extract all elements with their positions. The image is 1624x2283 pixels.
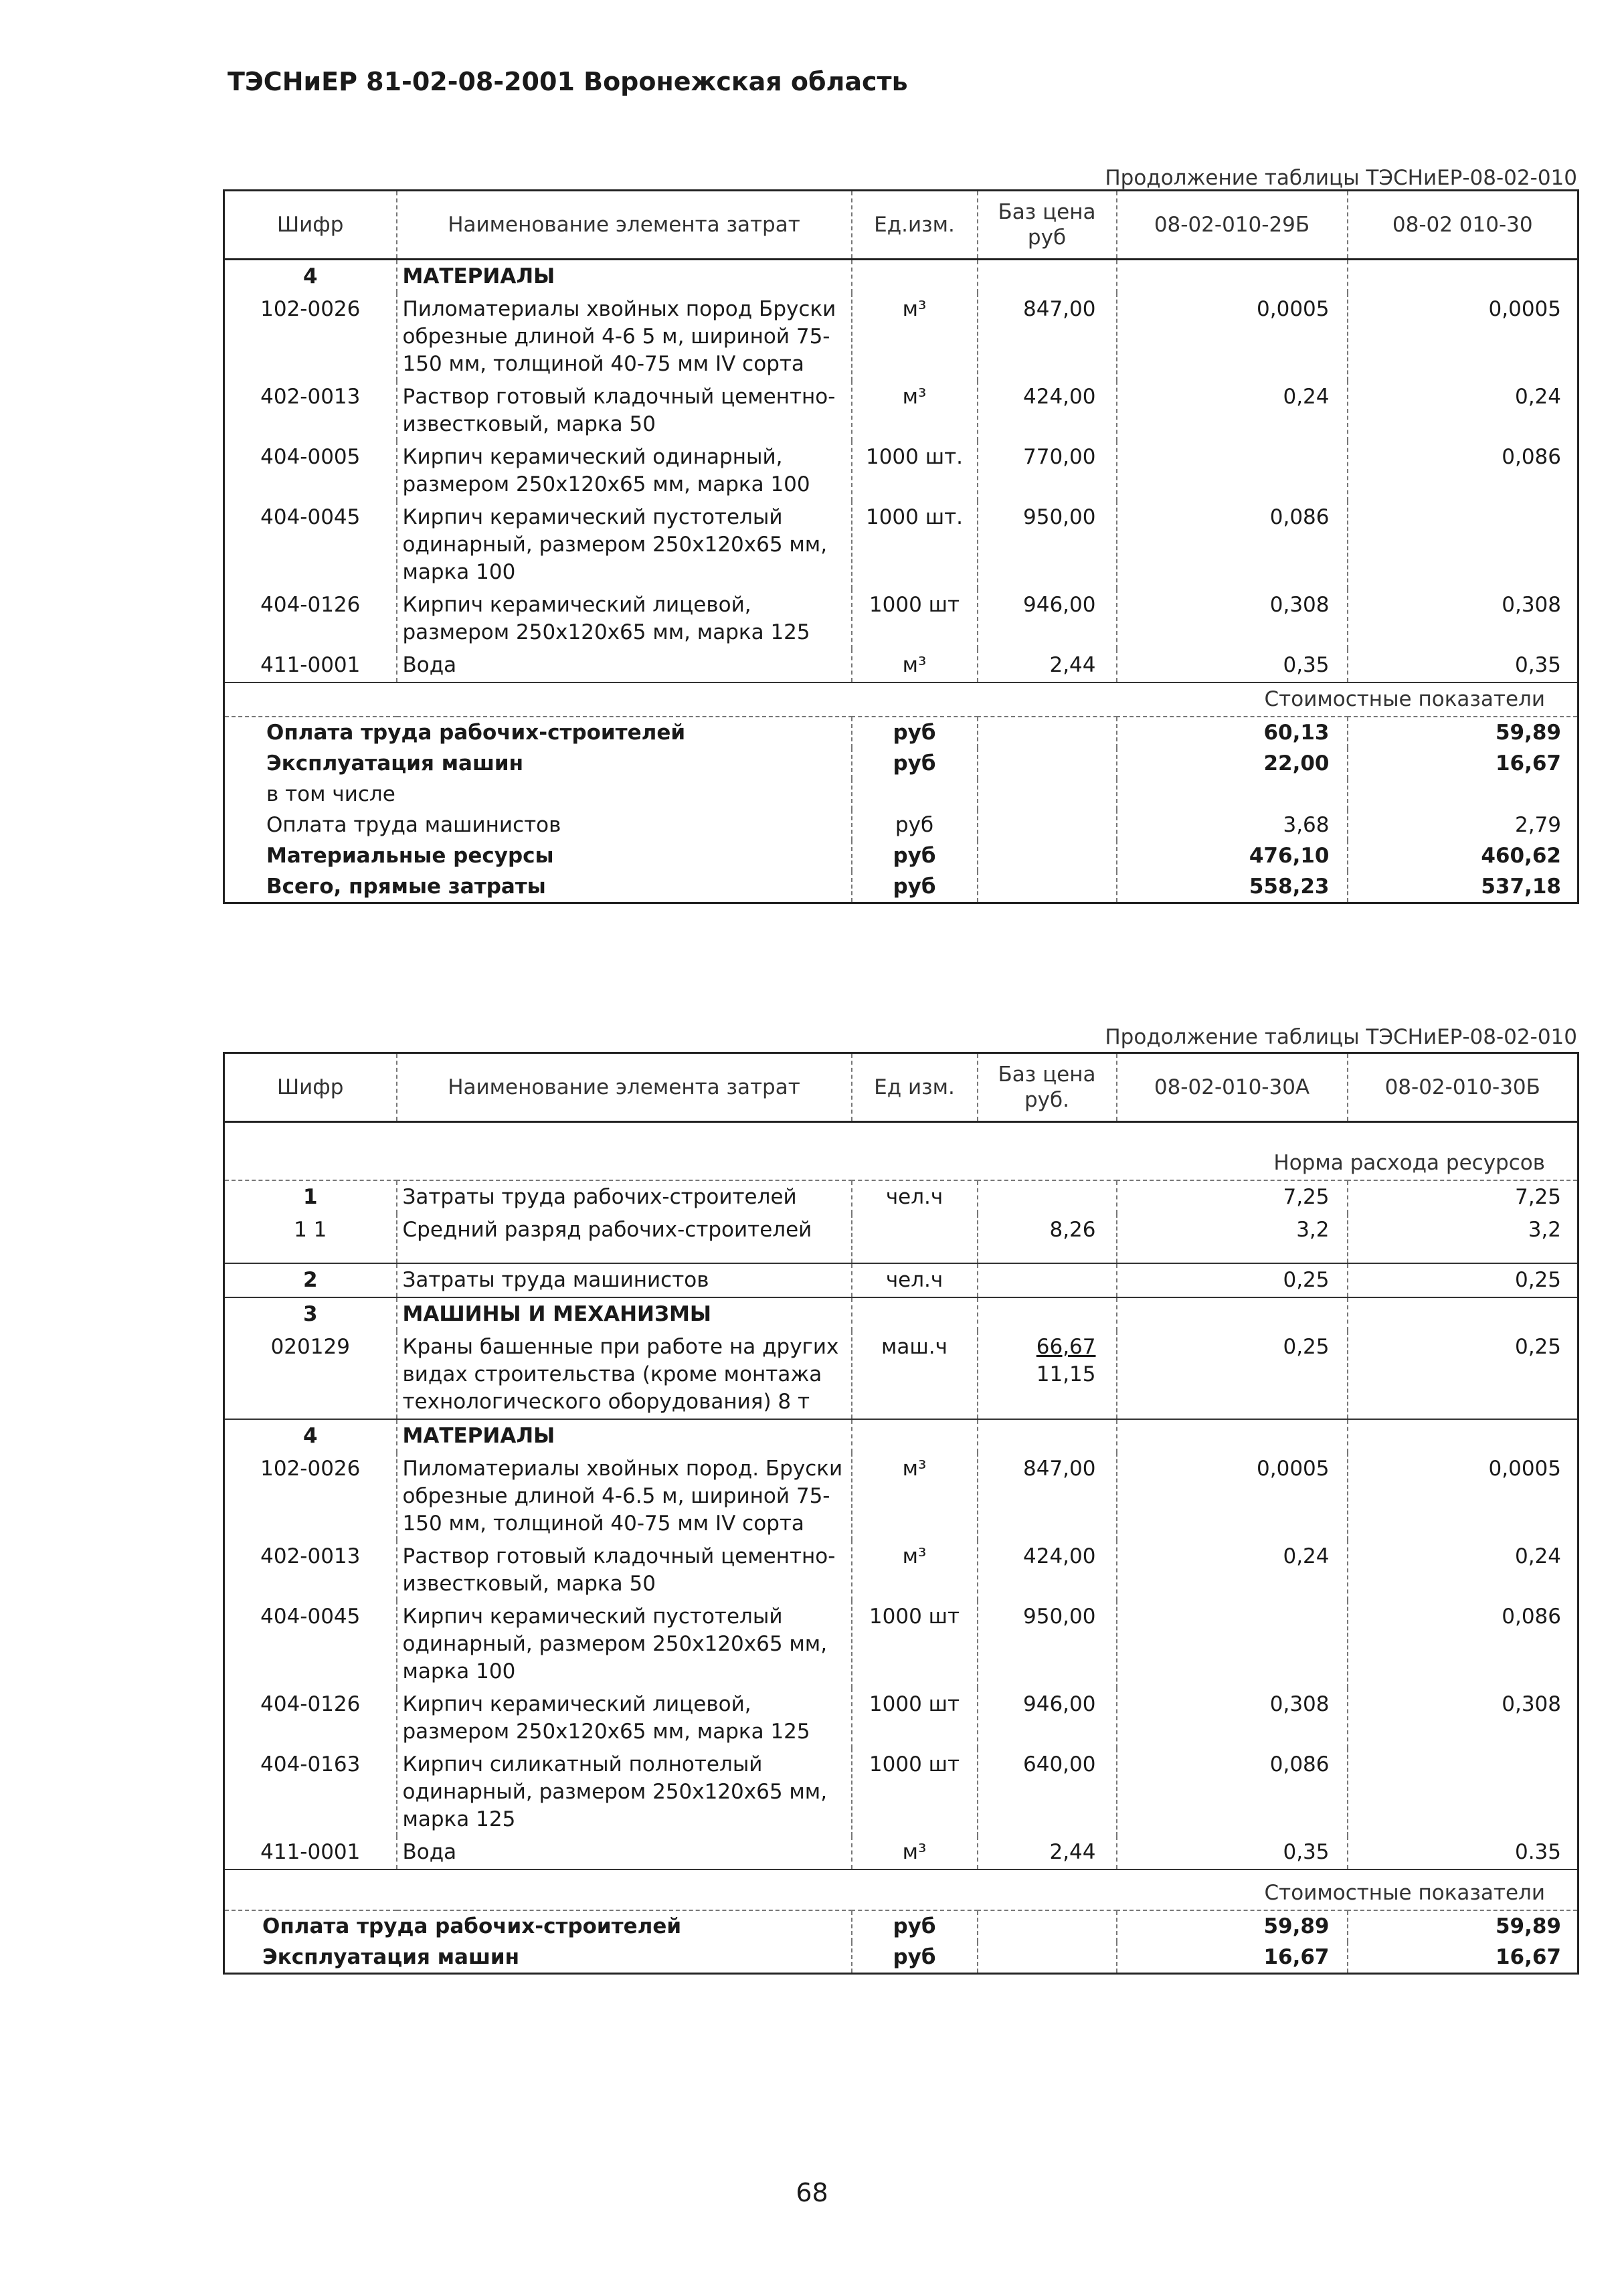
- cost-indicators-caption: Стоимостные показатели: [224, 682, 1578, 717]
- summary-value-1: 3,68: [1117, 810, 1348, 840]
- row-code: 102-0026: [224, 1453, 397, 1540]
- summary-value-1: 16,67: [1117, 1942, 1348, 1974]
- row-value-1: 0,25: [1117, 1263, 1348, 1297]
- row-value-2: 0,308: [1502, 593, 1561, 617]
- row-code: 402-0013: [224, 381, 397, 441]
- row-code: 020129: [224, 1331, 397, 1419]
- row-unit: м³: [852, 1453, 978, 1540]
- row-unit: 1000 шт: [852, 1601, 978, 1688]
- summary-value-2: 16,67: [1495, 1945, 1561, 1969]
- row-code: 404-0126: [224, 1688, 397, 1748]
- cost-indicators-caption-row: [224, 1869, 1578, 1910]
- table-row: [224, 1540, 1578, 1601]
- row-value-2: 0,24: [1514, 1544, 1561, 1568]
- summary-unit: руб: [852, 1942, 978, 1974]
- row-value-2: 0,25: [1514, 1335, 1561, 1359]
- norm-caption-row: [224, 1122, 1578, 1181]
- summary-value-2: 16,67: [1495, 751, 1561, 775]
- table-row: [224, 1331, 1578, 1419]
- section-code: 4: [224, 1419, 397, 1453]
- row-name: Вода: [397, 1836, 852, 1869]
- row-value-2: 0,086: [1502, 1605, 1561, 1629]
- row-value-2: [1348, 501, 1578, 589]
- table-row: [224, 1688, 1578, 1748]
- row-name: Вода: [397, 649, 852, 682]
- section-title: МАШИНЫ И МЕХАНИЗМЫ: [397, 1297, 852, 1331]
- summary-label: Эксплуатация машин: [224, 1942, 852, 1974]
- summary-unit: руб: [852, 717, 978, 748]
- summary-label: Оплата труда рабочих-строителей: [224, 717, 852, 748]
- row-price: 2,44: [978, 1836, 1117, 1869]
- col-rate2-header: 08-02 010-30: [1348, 191, 1578, 260]
- cost-indicators-caption: Стоимостные показатели: [224, 1869, 1578, 1910]
- table-row: [224, 1836, 1578, 1869]
- section-code: 3: [224, 1297, 397, 1331]
- table1-continuation: Продолжение таблицы ТЭСНиЕР-08-02-010: [1105, 166, 1577, 190]
- col-unit-header: Ед.изм.: [852, 191, 978, 260]
- table-row: [224, 649, 1578, 682]
- section-title: МАТЕРИАЛЫ: [397, 1419, 852, 1453]
- summary-unit: руб: [852, 871, 978, 903]
- row-value-1: 0,0005: [1117, 293, 1348, 381]
- table-row: [224, 1180, 1578, 1214]
- table-row: [224, 1601, 1578, 1688]
- row-price: 946,00: [978, 589, 1117, 649]
- row-price: 2,44: [978, 649, 1117, 682]
- row-unit: м³: [852, 293, 978, 381]
- row-name: Кирпич керамический лицевой, размером 250х120х65 мм, марка 125: [397, 1688, 852, 1748]
- row-code: 402-0013: [224, 1540, 397, 1601]
- summary-row: [224, 717, 1578, 748]
- row-price: 424,00: [978, 381, 1117, 441]
- row-unit: чел.ч: [852, 1180, 978, 1214]
- row-price: 847,00: [978, 293, 1117, 381]
- row-price: 946,00: [978, 1688, 1117, 1748]
- summary-value-1: 558,23: [1117, 871, 1348, 903]
- summary-unit: [852, 779, 978, 810]
- row-price: 640,00: [978, 1748, 1117, 1836]
- row-value-1: [1117, 441, 1348, 501]
- summary-row: [224, 1942, 1578, 1974]
- row-value-1: 0,25: [1117, 1331, 1348, 1419]
- table-row: [224, 1263, 1578, 1297]
- row-code: 404-0045: [224, 501, 397, 589]
- row-value-2: 0,35: [1514, 653, 1561, 677]
- row-value-2: [1348, 1748, 1578, 1836]
- col-name-header: Наименование элемента затрат: [397, 191, 852, 260]
- col-name-header: Наименование элемента затрат: [397, 1053, 852, 1122]
- row-value-2: 0,0005: [1488, 297, 1561, 321]
- row-unit: 1000 шт.: [852, 441, 978, 501]
- summary-value-2: 59,89: [1495, 1914, 1561, 1938]
- row-name: Кирпич керамический лицевой, размером 250х120х65 мм, марка 125: [397, 589, 852, 649]
- summary-value-1: 476,10: [1117, 840, 1348, 871]
- row-unit: 1000 шт: [852, 1748, 978, 1836]
- summary-value-2: [1348, 779, 1578, 810]
- section-code: 4: [224, 260, 397, 294]
- row-code: 404-0005: [224, 441, 397, 501]
- summary-value-1: 60,13: [1117, 717, 1348, 748]
- row-value-1: 3,2: [1117, 1214, 1348, 1263]
- row-code: 1 1: [224, 1214, 397, 1263]
- row-value-1: 0,35: [1117, 649, 1348, 682]
- row-unit: 1000 шт.: [852, 501, 978, 589]
- row-price: 950,00: [978, 1601, 1117, 1688]
- summary-value-1: [1117, 779, 1348, 810]
- table-row: [224, 1453, 1578, 1540]
- summary-unit: руб: [852, 810, 978, 840]
- row-value-2: 7,25: [1514, 1185, 1561, 1209]
- table2: [223, 1052, 1579, 1975]
- section-title: МАТЕРИАЛЫ: [397, 260, 852, 294]
- row-value-1: 0,24: [1117, 381, 1348, 441]
- table-row: [224, 381, 1578, 441]
- row-price: 424,00: [978, 1540, 1117, 1601]
- col-code-header: Шифр: [224, 191, 397, 260]
- row-unit: м³: [852, 649, 978, 682]
- row-price: [978, 1331, 1117, 1419]
- row-price: [978, 1180, 1117, 1214]
- table1: [223, 189, 1579, 904]
- table-row: [224, 1748, 1578, 1836]
- row-price: 770,00: [978, 441, 1117, 501]
- norm-caption: Норма расхода ресурсов: [224, 1122, 1578, 1181]
- table2-continuation: Продолжение таблицы ТЭСНиЕР-08-02-010: [1105, 1025, 1577, 1049]
- row-price-main: 66,67: [1036, 1335, 1096, 1359]
- row-price: 950,00: [978, 501, 1117, 589]
- col-price-header: Баз цена руб: [978, 191, 1117, 260]
- page-header: ТЭСНиЕР 81-02-08-2001 Воронежская область: [228, 67, 908, 96]
- row-unit: чел.ч: [852, 1263, 978, 1297]
- row-name: Краны башенные при работе на других видах строительства (кроме монтажа технологического оборудования) 8 т: [397, 1331, 852, 1419]
- row-code: 404-0126: [224, 589, 397, 649]
- row-value-2: 0,25: [1348, 1263, 1578, 1297]
- row-value-2: 0,086: [1502, 445, 1561, 469]
- row-value-2: 3,2: [1528, 1218, 1561, 1242]
- summary-label: Всего, прямые затраты: [224, 871, 852, 903]
- summary-value-2: 460,62: [1481, 844, 1561, 868]
- table-row: [224, 1214, 1578, 1263]
- summary-value-2: 2,79: [1514, 813, 1561, 837]
- summary-row: [224, 748, 1578, 779]
- table2-header-row: [224, 1053, 1578, 1122]
- row-value-1: 0,0005: [1117, 1453, 1348, 1540]
- row-unit: м³: [852, 381, 978, 441]
- row-unit: 1000 шт: [852, 1688, 978, 1748]
- row-name: Затраты труда рабочих-строителей: [397, 1180, 852, 1214]
- section-row: [224, 1419, 1578, 1453]
- row-name: Пиломатериалы хвойных пород Бруски обрезные длиной 4-6 5 м, шириной 75-150 мм, толщиной 40-75 мм IV сорта: [397, 293, 852, 381]
- row-value-1: [1117, 1601, 1348, 1688]
- row-name: Пиломатериалы хвойных пород. Бруски обрезные длиной 4-6.5 м, шириной 75-150 мм, толщиной 40-75 мм IV сорта: [397, 1453, 852, 1540]
- row-unit: [852, 1214, 978, 1263]
- summary-label: Эксплуатация машин: [224, 748, 852, 779]
- summary-unit: руб: [852, 1910, 978, 1942]
- col-price-header: Баз цена руб.: [978, 1053, 1117, 1122]
- row-name: Кирпич керамический пустотелый одинарный, размером 250х120х65 мм, марка 100: [397, 501, 852, 589]
- summary-row: [224, 810, 1578, 840]
- summary-unit: руб: [852, 840, 978, 871]
- table-row: [224, 441, 1578, 501]
- row-unit: м³: [852, 1540, 978, 1601]
- summary-label: Материальные ресурсы: [224, 840, 852, 871]
- row-value-1: 0,308: [1117, 1688, 1348, 1748]
- summary-label: в том числе: [224, 779, 852, 810]
- row-value-1: 0,35: [1117, 1836, 1348, 1869]
- section-row: [224, 1297, 1578, 1331]
- row-value-2: 0,0005: [1488, 1457, 1561, 1481]
- summary-value-2: 59,89: [1495, 721, 1561, 745]
- row-unit: 1000 шт: [852, 589, 978, 649]
- summary-label: Оплата труда рабочих-строителей: [224, 1910, 852, 1942]
- row-value-1: 0,308: [1117, 589, 1348, 649]
- row-value-2: 0,308: [1502, 1692, 1561, 1716]
- summary-row: [224, 779, 1578, 810]
- col-unit-header: Ед изм.: [852, 1053, 978, 1122]
- summary-value-1: 22,00: [1117, 748, 1348, 779]
- row-unit: м³: [852, 1836, 978, 1869]
- col-code-header: Шифр: [224, 1053, 397, 1122]
- section-row: [224, 260, 1578, 294]
- row-name: Раствор готовый кладочный цементно-известковый, марка 50: [397, 381, 852, 441]
- col-rate2-header: 08-02-010-30Б: [1348, 1053, 1578, 1122]
- row-name: Кирпич силикатный полнотелый одинарный, размером 250х120х65 мм, марка 125: [397, 1748, 852, 1836]
- summary-unit: руб: [852, 748, 978, 779]
- row-value-1: 0,24: [1117, 1540, 1348, 1601]
- summary-row: [224, 1910, 1578, 1942]
- row-price: 847,00: [978, 1453, 1117, 1540]
- row-value-2: 0.35: [1514, 1840, 1561, 1864]
- row-name: Раствор готовый кладочный цементно-известковый, марка 50: [397, 1540, 852, 1601]
- summary-value-1: 59,89: [1117, 1910, 1348, 1942]
- row-price: 8,26: [978, 1214, 1117, 1263]
- table-row: [224, 501, 1578, 589]
- page-number: 68: [796, 2178, 828, 2207]
- summary-label: Оплата труда машинистов: [224, 810, 852, 840]
- row-value-1: 7,25: [1117, 1180, 1348, 1214]
- row-name: Затраты труда машинистов: [397, 1263, 852, 1297]
- row-code: 1: [224, 1180, 397, 1214]
- summary-value-2: 537,18: [1481, 875, 1561, 899]
- table-row: [224, 293, 1578, 381]
- row-value-2: 0,24: [1514, 385, 1561, 409]
- table1-header-row: [224, 191, 1578, 260]
- row-code: 2: [224, 1263, 397, 1297]
- col-rate1-header: 08-02-010-29Б: [1117, 191, 1348, 260]
- row-price-secondary: 11,15: [1036, 1362, 1096, 1386]
- summary-row: [224, 840, 1578, 871]
- summary-row: [224, 871, 1578, 903]
- row-code: 404-0045: [224, 1601, 397, 1688]
- row-value-1: 0,086: [1117, 1748, 1348, 1836]
- row-name: Средний разряд рабочих-строителей: [397, 1214, 852, 1263]
- cost-indicators-caption-row: [224, 682, 1578, 717]
- row-code: 411-0001: [224, 649, 397, 682]
- row-code: 411-0001: [224, 1836, 397, 1869]
- row-code: 102-0026: [224, 293, 397, 381]
- row-code: 404-0163: [224, 1748, 397, 1836]
- row-price: [978, 1263, 1117, 1297]
- row-unit: маш.ч: [852, 1331, 978, 1419]
- table-row: [224, 589, 1578, 649]
- row-name: Кирпич керамический пустотелый одинарный, размером 250х120х65 мм, марка 100: [397, 1601, 852, 1688]
- row-value-1: 0,086: [1117, 501, 1348, 589]
- row-name: Кирпич керамический одинарный, размером 250х120х65 мм, марка 100: [397, 441, 852, 501]
- col-rate1-header: 08-02-010-30А: [1117, 1053, 1348, 1122]
